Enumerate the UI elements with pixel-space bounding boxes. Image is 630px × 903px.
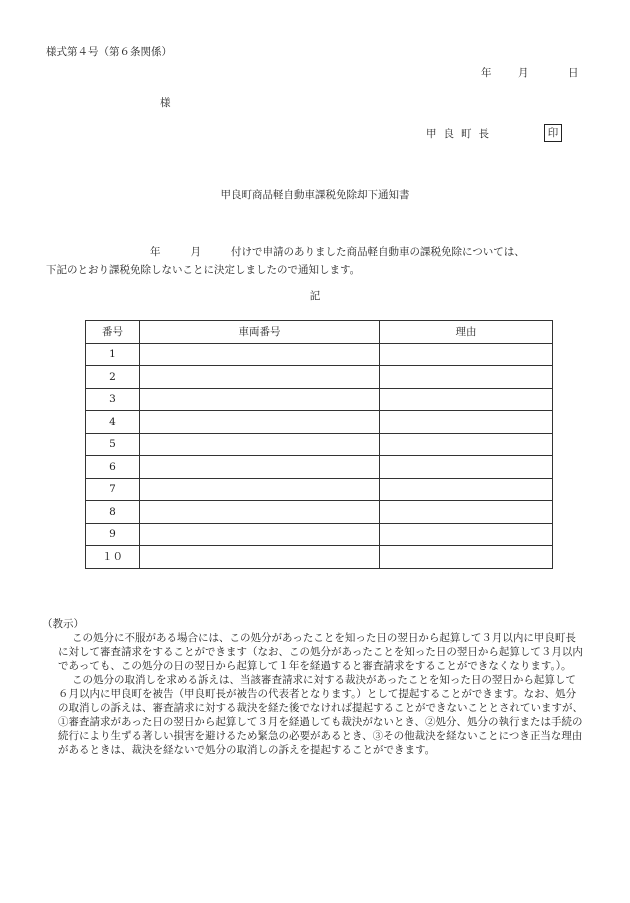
row-number: 7: [86, 478, 140, 501]
mayor-title-text: 甲良町長: [426, 128, 496, 140]
row-number: 1: [86, 343, 140, 366]
date-line: [481, 68, 579, 79]
table-row: [86, 478, 553, 501]
reason-cell: [380, 501, 553, 524]
table-row: [86, 546, 553, 569]
header-vehicle-number: 車両番号: [140, 321, 380, 344]
table-row: [86, 343, 553, 366]
table-row: [86, 501, 553, 524]
row-number: １０: [86, 546, 140, 569]
row-number: 2: [86, 366, 140, 389]
vehicle-number-cell: [140, 433, 380, 456]
notice-body: [46, 243, 606, 279]
date-month: 月: [518, 67, 529, 79]
document-title: 甲良町商品軽自動車課税免除却下通知書: [220, 189, 410, 201]
reason-cell: [380, 343, 553, 366]
mayor-title: [426, 129, 496, 140]
reason-cell: [380, 411, 553, 434]
notice-heading: （教示）: [42, 618, 84, 630]
vehicle-table: [85, 320, 553, 569]
vehicle-number-cell: [140, 366, 380, 389]
reason-cell: [380, 388, 553, 411]
seal-mark: 印: [544, 124, 562, 142]
table-row: [86, 433, 553, 456]
date-year: 年: [481, 67, 492, 79]
body-year: 年: [150, 246, 161, 258]
row-number: 9: [86, 523, 140, 546]
reason-cell: [380, 478, 553, 501]
reason-cell: [380, 523, 553, 546]
body-month: 月: [190, 246, 201, 258]
table-row: [86, 523, 553, 546]
vehicle-number-cell: [140, 478, 380, 501]
row-number: 4: [86, 411, 140, 434]
vehicle-number-cell: [140, 343, 380, 366]
table-row: [86, 456, 553, 479]
vehicle-number-cell: [140, 546, 380, 569]
vehicle-number-cell: [140, 456, 380, 479]
row-number: 3: [86, 388, 140, 411]
body-line-1: [46, 243, 606, 261]
vehicle-number-cell: [140, 388, 380, 411]
table-row: [86, 411, 553, 434]
vehicle-number-cell: [140, 411, 380, 434]
form-label: 様式第４号（第６条関係）: [46, 46, 172, 58]
reason-cell: [380, 433, 553, 456]
table-header-row: [86, 321, 553, 344]
vehicle-number-cell: [140, 523, 380, 546]
reason-cell: [380, 456, 553, 479]
recipient-suffix: 様: [160, 97, 171, 109]
reason-cell: [380, 366, 553, 389]
table-row: [86, 366, 553, 389]
ki-label: 記: [309, 290, 321, 302]
notice-paragraph-2: この処分の取消しを求める訴えは、当該審査請求に対する裁決があったことを知った日の翌日から起算して６月以内に甲良町を被告（甲良町長が被告の代表者となります。）として提起することができます。なお、処分の取消しの訴えは、審査請求に対する裁決を経た後でなければ提起することができないこととされていますが、①審査請求があった日の翌日から起算して３月を経過しても裁決がないとき、②処分、処分の執行または手続の続行により生ずる著しい損害を避けるため緊急の必要があるとき、③その他裁決を経ないことにつき正当な理由があるときは、裁決を経ないで処分の取消しの訴えを提起することができます。: [58, 674, 583, 756]
notice-paragraph-1: この処分に不服がある場合には、この処分があったことを知った日の翌日から起算して３月以内に甲良町長に対して審査請求をすることができます（なお、この処分があったことを知った日の翌日から起算して３月以内であっても、この処分の日の翌日から起算して１年を経過すると審査請求をすることができなくなります。）。: [58, 632, 583, 672]
table-row: [86, 388, 553, 411]
header-reason: 理由: [380, 321, 553, 344]
date-day: 日: [568, 67, 579, 79]
vehicle-number-cell: [140, 501, 380, 524]
row-number: 6: [86, 456, 140, 479]
appeal-notice: [44, 617, 584, 757]
body-line-2: 下記のとおり課税免除しないことに決定しましたので通知します。: [46, 264, 361, 276]
row-number: 5: [86, 433, 140, 456]
body-line-1-rest: 付けで申請のありました商品軽自動車の課税免除については、: [231, 246, 525, 258]
reason-cell: [380, 546, 553, 569]
row-number: 8: [86, 501, 140, 524]
header-number: 番号: [86, 321, 140, 344]
